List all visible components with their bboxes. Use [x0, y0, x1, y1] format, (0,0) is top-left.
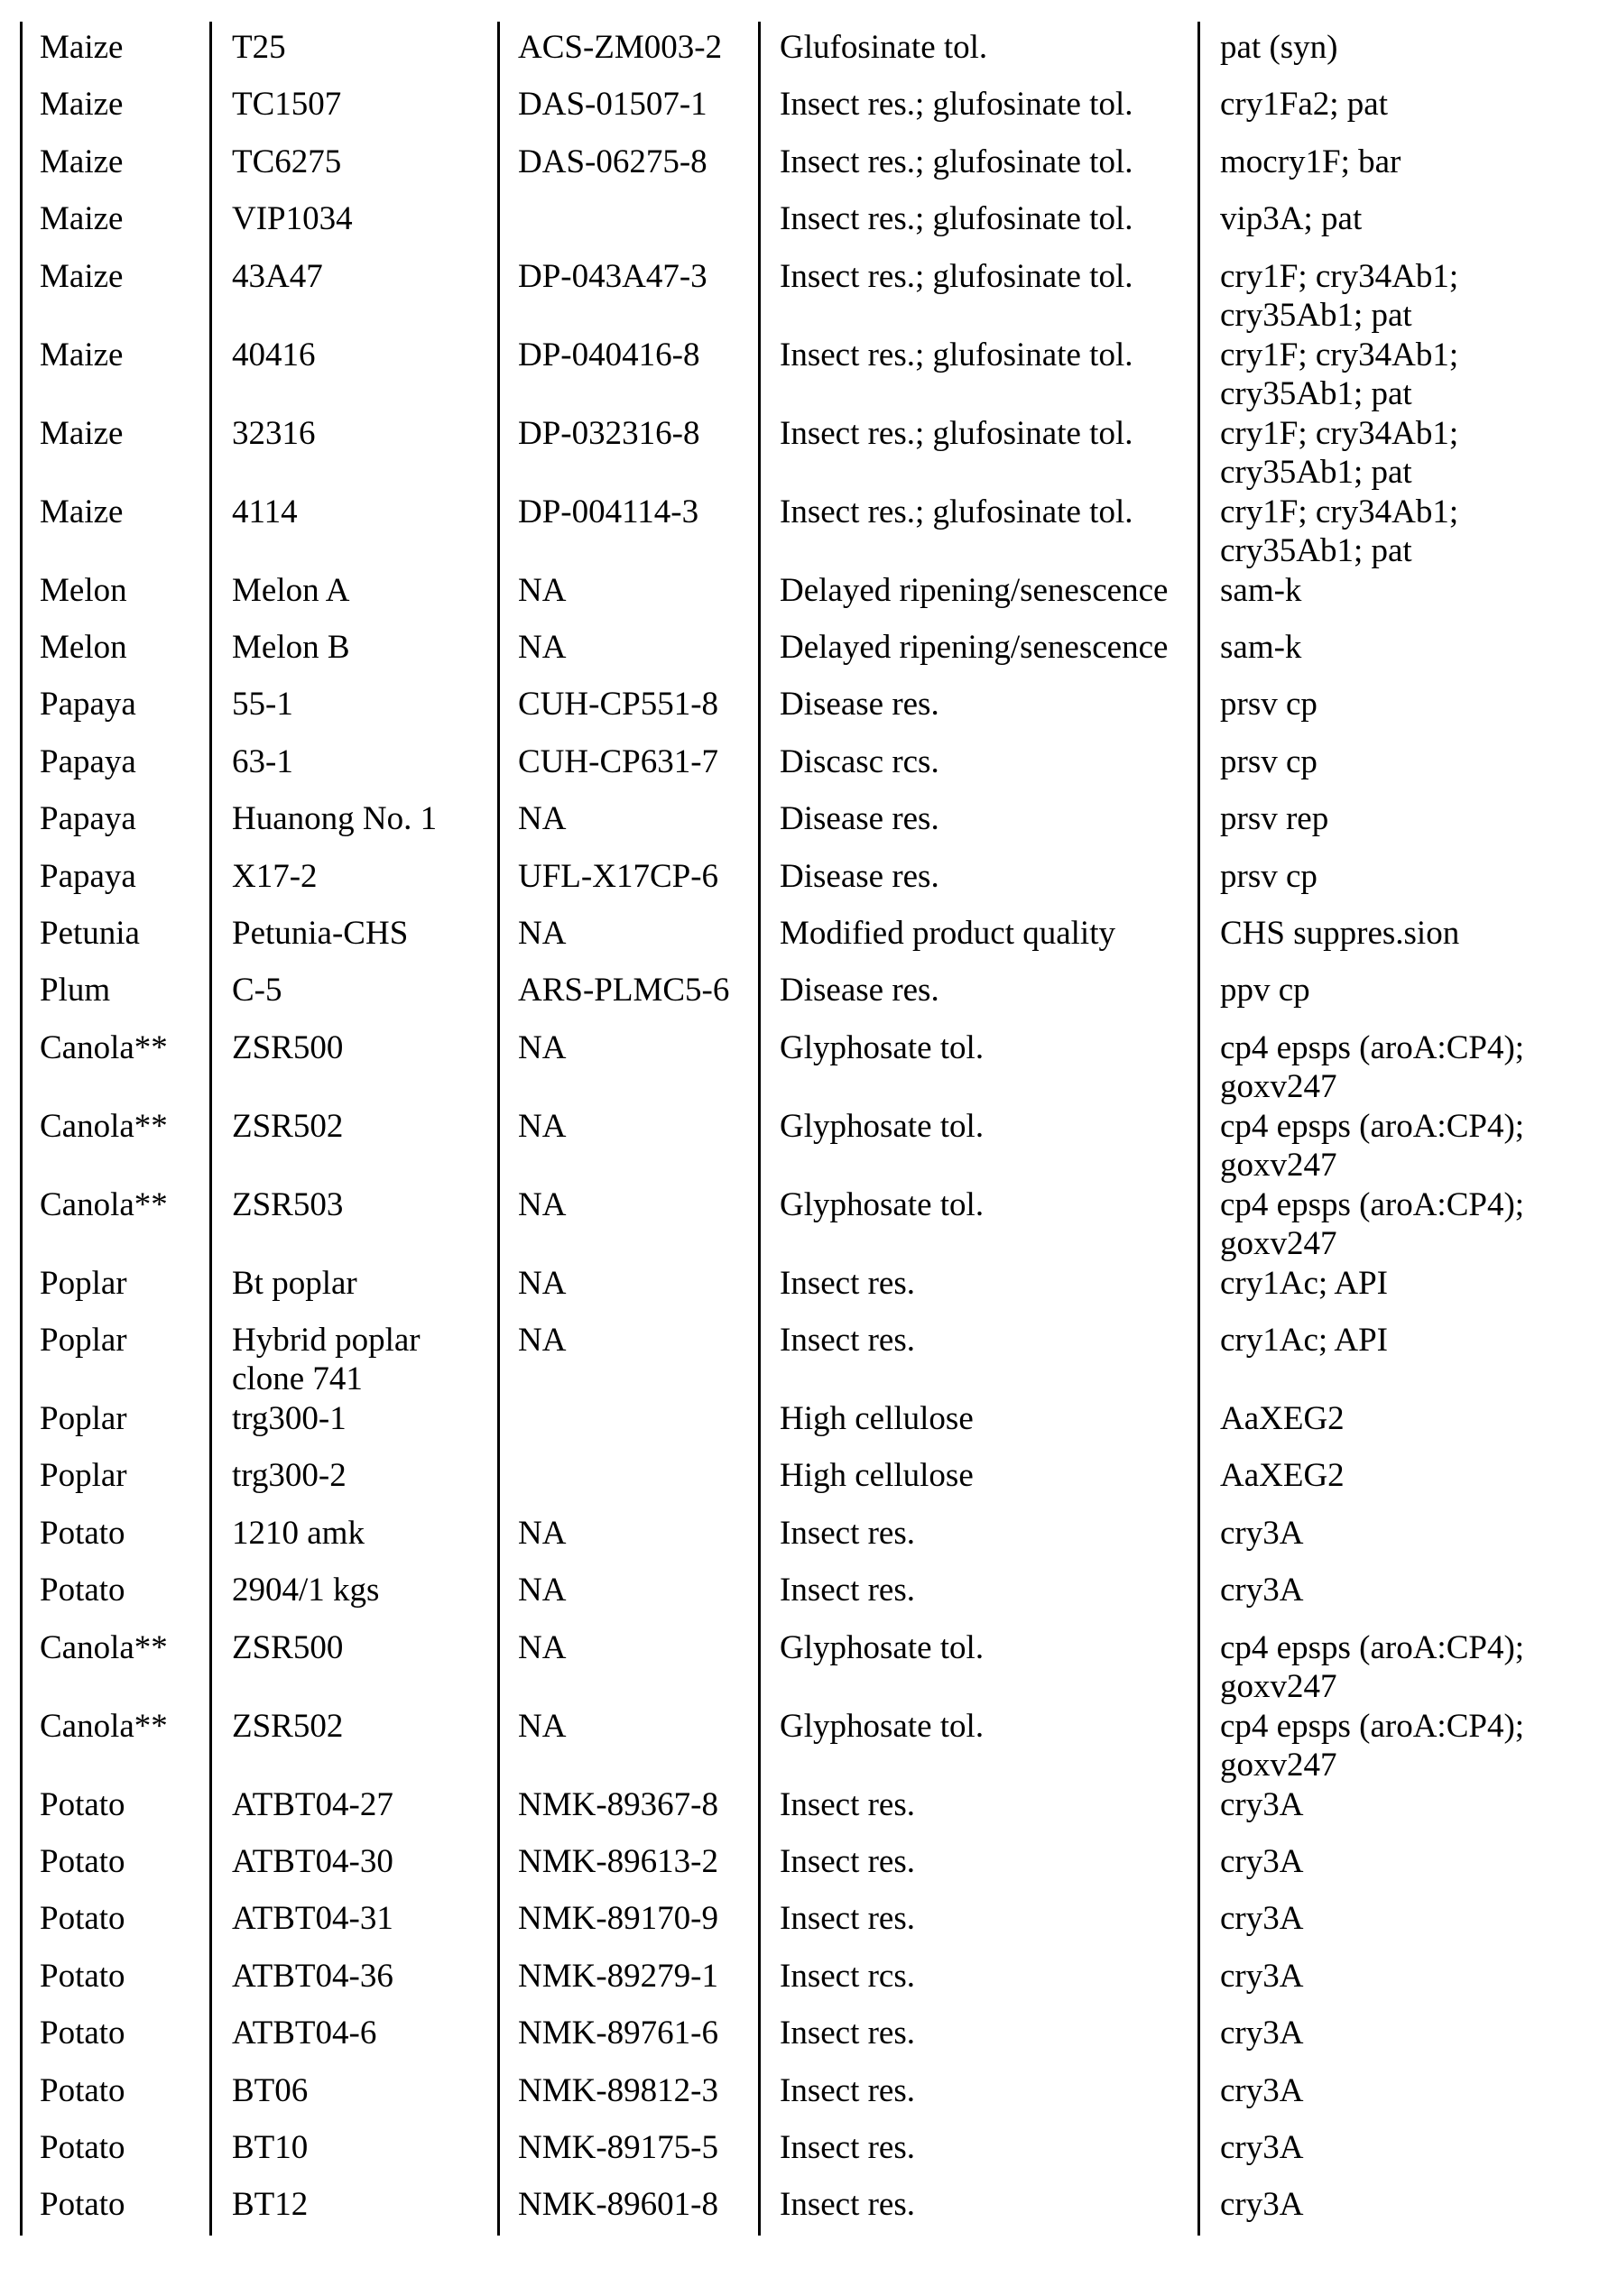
crop-cell: Maize: [40, 257, 124, 295]
identifier-cell: NMK-89761-6: [518, 2015, 718, 2052]
trait-cell: Insect res.: [780, 1514, 915, 1552]
identifier-cell: CUH-CP631-7: [518, 742, 719, 780]
event-cell: ATBT04-31: [232, 1900, 393, 1938]
table-row: [0, 1950, 1618, 2007]
identifier-cell: NMK-89367-8: [518, 1785, 718, 1823]
identifier-cell: CUH-CP551-8: [518, 686, 719, 724]
genes-cell: cry3A: [1220, 1514, 1304, 1552]
table-row: [0, 251, 1618, 334]
crop-cell: Maize: [40, 86, 124, 124]
genes-cell: sam-k: [1220, 571, 1302, 609]
event-cell: C-5: [232, 972, 282, 1010]
crop-cell: Maize: [40, 493, 124, 530]
event-cell: Bt poplar: [232, 1264, 357, 1302]
event-cell: 63-1: [232, 742, 293, 780]
identifier-cell: NA: [518, 571, 567, 609]
table-row: [0, 486, 1618, 569]
table-row: [0, 1564, 1618, 1621]
event-cell: ZSR500: [232, 1028, 344, 1066]
table-row: [0, 136, 1618, 193]
crop-cell: Potato: [40, 1514, 125, 1552]
trait-cell: Insect res.; glufosinate tol.: [780, 143, 1133, 180]
identifier-cell: NMK-89170-9: [518, 1900, 718, 1938]
trait-cell: Insect res.; glufosinate tol.: [780, 414, 1133, 452]
identifier-cell: NA: [518, 1028, 567, 1066]
event-cell: 1210 amk: [232, 1514, 365, 1552]
crop-cell: Potato: [40, 2128, 125, 2166]
table-row: [0, 1022, 1618, 1105]
identifier-cell: NA: [518, 1628, 567, 1666]
identifier-cell: DP-004114-3: [518, 493, 699, 530]
table-row: [0, 1450, 1618, 1507]
crop-cell: Maize: [40, 29, 124, 66]
table-row: [0, 1836, 1618, 1893]
event-cell: ZSR502: [232, 1107, 344, 1145]
identifier-cell: DAS-01507-1: [518, 86, 707, 124]
table-row: [0, 22, 1618, 78]
table-row: [0, 964, 1618, 1021]
genes-cell: cp4 epsps (aroA:CP4); goxv247: [1220, 1707, 1525, 1784]
trait-cell: Delayed ripening/senescence: [780, 571, 1169, 609]
identifier-cell: UFL-X17CP-6: [518, 857, 719, 895]
table-row: [0, 1893, 1618, 1950]
crop-cell: Potato: [40, 1900, 125, 1938]
identifier-cell: NMK-89613-2: [518, 1843, 718, 1881]
trait-cell: Disease res.: [780, 800, 939, 838]
crop-cell: Potato: [40, 1843, 125, 1881]
identifier-cell: NA: [518, 1185, 567, 1223]
crop-cell: Plum: [40, 972, 111, 1010]
event-cell: T25: [232, 29, 286, 66]
trait-cell: Glyphosate tol.: [780, 1107, 985, 1145]
trait-cell: Glufosinate tol.: [780, 29, 988, 66]
event-cell: TC6275: [232, 143, 342, 180]
table-row: [0, 908, 1618, 964]
event-cell: ATBT04-30: [232, 1843, 393, 1881]
genes-cell: cry1F; cry34Ab1; cry35Ab1; pat: [1220, 493, 1459, 569]
crop-cell: Potato: [40, 1572, 125, 1609]
table-row: [0, 1101, 1618, 1184]
crop-cell: Canola**: [40, 1628, 168, 1666]
crop-cell: Maize: [40, 143, 124, 180]
trait-cell: Insect res.: [780, 2015, 915, 2052]
trait-cell: Insect res.: [780, 1900, 915, 1938]
table-row: [0, 2122, 1618, 2179]
trait-cell: Insect res.; glufosinate tol.: [780, 200, 1133, 238]
event-cell: ATBT04-6: [232, 2015, 377, 2052]
genes-cell: cry3A: [1220, 1957, 1304, 1995]
genes-cell: cry1Ac; API: [1220, 1322, 1388, 1360]
identifier-cell: NA: [518, 1107, 567, 1145]
table-row: [0, 1179, 1618, 1262]
crop-cell: Poplar: [40, 1400, 127, 1438]
table-row: [0, 678, 1618, 735]
event-cell: Petunia-CHS: [232, 914, 409, 952]
identifier-cell: DAS-06275-8: [518, 143, 707, 180]
table-row: [0, 736, 1618, 793]
genes-cell: cry3A: [1220, 1843, 1304, 1881]
table-row: [0, 1701, 1618, 1784]
genes-cell: cp4 epsps (aroA:CP4); goxv247: [1220, 1107, 1525, 1184]
table-row: [0, 408, 1618, 491]
crop-cell: Potato: [40, 2186, 125, 2224]
identifier-cell: NA: [518, 1572, 567, 1609]
trait-cell: Glyphosate tol.: [780, 1028, 985, 1066]
event-cell: TC1507: [232, 86, 342, 124]
identifier-cell: DP-043A47-3: [518, 257, 707, 295]
event-cell: Huanong No. 1: [232, 800, 438, 838]
identifier-cell: DP-040416-8: [518, 336, 700, 373]
trait-cell: Insect res.; glufosinate tol.: [780, 493, 1133, 530]
event-cell: 43A47: [232, 257, 323, 295]
genes-cell: cp4 epsps (aroA:CP4); goxv247: [1220, 1028, 1525, 1105]
event-cell: ZSR502: [232, 1707, 344, 1745]
event-cell: ATBT04-36: [232, 1957, 393, 1995]
genes-cell: cp4 epsps (aroA:CP4); goxv247: [1220, 1185, 1525, 1262]
crop-cell: Canola**: [40, 1185, 168, 1223]
table-row: [0, 1258, 1618, 1314]
trait-cell: High cellulose: [780, 1400, 974, 1438]
trait-cell: Glyphosate tol.: [780, 1185, 985, 1223]
crop-cell: Canola**: [40, 1028, 168, 1066]
genes-cell: cry3A: [1220, 2186, 1304, 2224]
table-row: [0, 1393, 1618, 1450]
crop-cell: Poplar: [40, 1322, 127, 1360]
event-cell: 40416: [232, 336, 316, 373]
table-row: [0, 2179, 1618, 2236]
trait-cell: Insect res.: [780, 1322, 915, 1360]
trait-cell: Insect res.: [780, 1785, 915, 1823]
identifier-cell: NA: [518, 1707, 567, 1745]
table-row: [0, 851, 1618, 908]
crop-cell: Melon: [40, 571, 127, 609]
genes-cell: cry1F; cry34Ab1; cry35Ab1; pat: [1220, 336, 1459, 412]
crop-cell: Potato: [40, 1957, 125, 1995]
table-row: [0, 1622, 1618, 1705]
genes-cell: CHS suppres.sion: [1220, 914, 1460, 952]
crop-cell: Melon: [40, 628, 127, 666]
identifier-cell: NA: [518, 628, 567, 666]
table-row: [0, 193, 1618, 250]
genes-cell: cry3A: [1220, 2128, 1304, 2166]
table-row: [0, 329, 1618, 412]
trait-cell: Insect res.: [780, 1572, 915, 1609]
genes-cell: cry1F; cry34Ab1; cry35Ab1; pat: [1220, 414, 1459, 491]
identifier-cell: NA: [518, 1264, 567, 1302]
genes-cell: prsv cp: [1220, 742, 1318, 780]
identifier-cell: NA: [518, 914, 567, 952]
genes-cell: cp4 epsps (aroA:CP4); goxv247: [1220, 1628, 1525, 1705]
trait-cell: Insect res.: [780, 1843, 915, 1881]
event-cell: VIP1034: [232, 200, 353, 238]
trait-cell: Insect res.: [780, 2071, 915, 2109]
event-cell: ATBT04-27: [232, 1785, 393, 1823]
genes-cell: cry1F; cry34Ab1; cry35Ab1; pat: [1220, 257, 1459, 334]
event-cell: Melon A: [232, 571, 350, 609]
crop-cell: Papaya: [40, 742, 136, 780]
genes-cell: mocry1F; bar: [1220, 143, 1401, 180]
event-cell: ZSR500: [232, 1628, 344, 1666]
trait-cell: Glyphosate tol.: [780, 1628, 985, 1666]
table-row: [0, 565, 1618, 622]
trait-cell: Insect res.: [780, 1264, 915, 1302]
crop-cell: Maize: [40, 336, 124, 373]
genes-cell: cry3A: [1220, 1572, 1304, 1609]
event-cell: X17-2: [232, 857, 318, 895]
identifier-cell: NMK-89601-8: [518, 2186, 718, 2224]
identifier-cell: ACS-ZM003-2: [518, 29, 723, 66]
trait-cell: Insect res.; glufosinate tol.: [780, 86, 1133, 124]
table-row: [0, 622, 1618, 678]
gm-events-table: [0, 22, 1618, 2236]
genes-cell: prsv cp: [1220, 686, 1318, 724]
trait-cell: Discasc rcs.: [780, 742, 939, 780]
identifier-cell: NA: [518, 800, 567, 838]
table-row: [0, 793, 1618, 850]
genes-cell: cry3A: [1220, 1900, 1304, 1938]
genes-cell: ppv cp: [1220, 972, 1310, 1010]
crop-cell: Papaya: [40, 686, 136, 724]
trait-cell: Delayed ripening/senescence: [780, 628, 1169, 666]
event-cell: Melon B: [232, 628, 350, 666]
genes-cell: pat (syn): [1220, 29, 1338, 66]
identifier-cell: NMK-89812-3: [518, 2071, 718, 2109]
genes-cell: cry3A: [1220, 2071, 1304, 2109]
event-cell: BT06: [232, 2071, 309, 2109]
crop-cell: Potato: [40, 2015, 125, 2052]
event-cell: trg300-1: [232, 1400, 347, 1438]
genes-cell: AaXEG2: [1220, 1400, 1345, 1438]
genes-cell: AaXEG2: [1220, 1457, 1345, 1495]
trait-cell: Modified product quality: [780, 914, 1115, 952]
genes-cell: vip3A; pat: [1220, 200, 1363, 238]
crop-cell: Canola**: [40, 1707, 168, 1745]
identifier-cell: DP-032316-8: [518, 414, 700, 452]
event-cell: 4114: [232, 493, 298, 530]
identifier-cell: NA: [518, 1322, 567, 1360]
crop-cell: Poplar: [40, 1457, 127, 1495]
crop-cell: Maize: [40, 414, 124, 452]
event-cell: 32316: [232, 414, 316, 452]
trait-cell: Disease res.: [780, 857, 939, 895]
genes-cell: cry3A: [1220, 2015, 1304, 2052]
event-cell: BT12: [232, 2186, 309, 2224]
trait-cell: Insect rcs.: [780, 1957, 915, 1995]
crop-cell: Papaya: [40, 800, 136, 838]
genes-cell: prsv cp: [1220, 857, 1318, 895]
identifier-cell: ARS-PLMC5-6: [518, 972, 730, 1010]
crop-cell: Petunia: [40, 914, 140, 952]
genes-cell: prsv rep: [1220, 800, 1329, 838]
identifier-cell: NA: [518, 1514, 567, 1552]
event-cell: ZSR503: [232, 1185, 344, 1223]
crop-cell: Canola**: [40, 1107, 168, 1145]
event-cell: BT10: [232, 2128, 309, 2166]
table-row: [0, 78, 1618, 135]
trait-cell: Insect res.; glufosinate tol.: [780, 257, 1133, 295]
genes-cell: cry3A: [1220, 1785, 1304, 1823]
table-row: [0, 2065, 1618, 2122]
trait-cell: Insect res.; glufosinate tol.: [780, 336, 1133, 373]
genes-cell: sam-k: [1220, 628, 1302, 666]
event-cell: 55-1: [232, 686, 293, 724]
trait-cell: Glyphosate tol.: [780, 1707, 985, 1745]
event-cell: Hybrid poplar clone 741: [232, 1322, 421, 1398]
trait-cell: Disease res.: [780, 972, 939, 1010]
genes-cell: cry1Fa2; pat: [1220, 86, 1388, 124]
genes-cell: cry1Ac; API: [1220, 1264, 1388, 1302]
identifier-cell: NMK-89279-1: [518, 1957, 718, 1995]
table-row: [0, 1314, 1618, 1398]
identifier-cell: NMK-89175-5: [518, 2128, 718, 2166]
crop-cell: Potato: [40, 2071, 125, 2109]
event-cell: trg300-2: [232, 1457, 347, 1495]
table-row: [0, 1508, 1618, 1564]
table-row: [0, 1779, 1618, 1836]
trait-cell: Disease res.: [780, 686, 939, 724]
crop-cell: Papaya: [40, 857, 136, 895]
crop-cell: Potato: [40, 1785, 125, 1823]
table-row: [0, 2007, 1618, 2064]
trait-cell: High cellulose: [780, 1457, 974, 1495]
trait-cell: Insect res.: [780, 2128, 915, 2166]
crop-cell: Maize: [40, 200, 124, 238]
trait-cell: Insect res.: [780, 2186, 915, 2224]
event-cell: 2904/1 kgs: [232, 1572, 380, 1609]
crop-cell: Poplar: [40, 1264, 127, 1302]
